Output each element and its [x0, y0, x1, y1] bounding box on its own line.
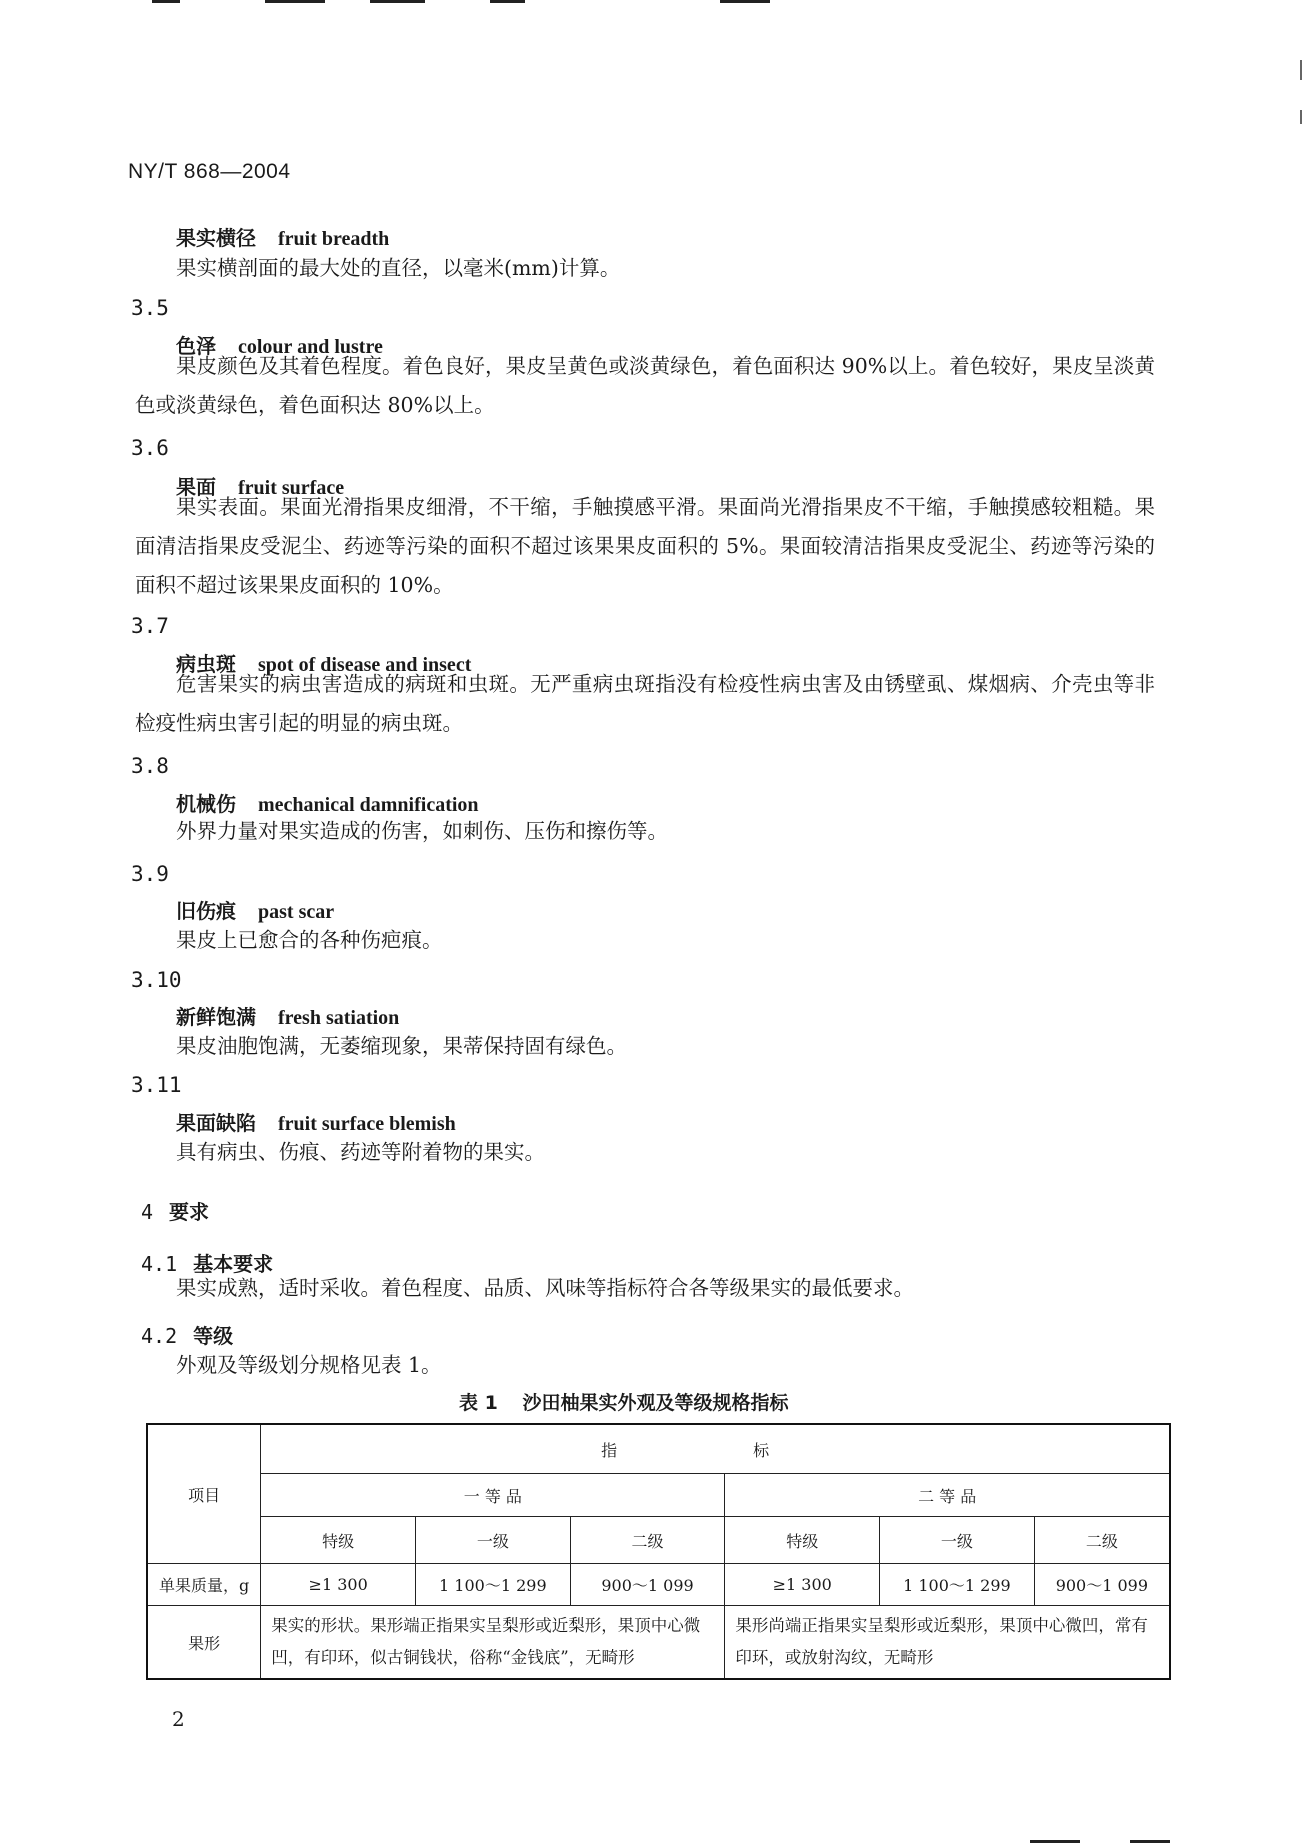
scan-mark	[1130, 1840, 1170, 1843]
term-zh: 新鲜饱满	[176, 1005, 256, 1029]
table-cell: 900～1 099	[570, 1564, 725, 1606]
term-zh: 果面缺陷	[176, 1111, 256, 1135]
term-zh: 病虫斑	[176, 652, 236, 676]
header-cell-sub: 二级	[1034, 1517, 1170, 1564]
scan-mark	[370, 0, 425, 3]
table-caption	[459, 1388, 788, 1415]
term-en: past scar	[258, 901, 335, 923]
term-definition: 果实横剖面的最大处的直径，以毫米(mm)计算。	[176, 256, 621, 280]
term-en: fruit surface blemish	[278, 1113, 456, 1135]
term-zh: 机械伤	[176, 792, 236, 816]
section-heading	[141, 1196, 209, 1225]
term-definition: 果皮颜色及其着色程度。着色良好，果皮呈黄色或淡黄绿色，着色面积达 90%以上。着色较好，果皮呈淡黄色或淡黄绿色，着色面积达 80%以上。	[135, 354, 1155, 417]
header-cell-second-grade: 二 等 品	[725, 1474, 1170, 1517]
section-title: 基本要求	[193, 1252, 274, 1276]
term-heading	[176, 1107, 456, 1136]
header-cell-sub: 特级	[725, 1517, 880, 1564]
section-number: 4	[141, 1200, 154, 1224]
header-cell-sub: 二级	[570, 1517, 725, 1564]
section-number: 3.5	[131, 296, 169, 320]
table-cell: 1 100～1 299	[880, 1564, 1035, 1606]
section-number: 3.11	[131, 1073, 182, 1097]
term-en: fresh satiation	[278, 1007, 400, 1029]
scan-mark	[720, 0, 770, 3]
term-en: colour and lustre	[238, 336, 383, 358]
table-row	[147, 1564, 1170, 1606]
term-definition: 果皮油胞饱满，无萎缩现象，果蒂保持固有绿色。	[176, 1034, 627, 1058]
term-definition: 危害果实的病虫害造成的病斑和虫斑。无严重病虫斑指没有检疫性病虫害及由锈壁虱、煤烟病、介壳虫等非检疫性病虫害引起的明显的病虫斑。	[135, 672, 1155, 735]
scan-mark	[490, 0, 525, 3]
term-zh: 果实横径	[176, 226, 256, 250]
table-cell: 果实的形状。果形端正指果实呈梨形或近梨形，果顶中心微凹，有印环，似古铜钱状，俗称“金钱底”，无畸形	[261, 1606, 725, 1680]
table-row	[147, 1517, 1170, 1564]
grade-spec-table	[146, 1423, 1171, 1680]
header-cell-sub: 一级	[415, 1517, 570, 1564]
table-cell: 1 100～1 299	[415, 1564, 570, 1606]
table-cell: ≥1 300	[261, 1564, 416, 1606]
scan-mark	[152, 0, 180, 3]
table-cell: 900～1 099	[1034, 1564, 1170, 1606]
scan-mark	[265, 0, 325, 3]
term-zh: 果面	[176, 475, 216, 499]
section-title: 等级	[193, 1324, 234, 1348]
term-en: fruit breadth	[278, 228, 390, 250]
scan-mark	[1030, 1840, 1080, 1843]
term-definition: 外界力量对果实造成的伤害，如刺伤、压伤和擦伤等。	[176, 819, 668, 843]
table-row	[147, 1424, 1170, 1474]
term-en: spot of disease and insect	[258, 654, 472, 676]
term-en: mechanical damnification	[258, 794, 479, 816]
term-heading	[176, 1001, 399, 1030]
paragraph: 外观及等级划分规格见表 1。	[176, 1353, 442, 1377]
term-definition: 果实表面。果面光滑指果皮细滑，不干缩，手触摸感平滑。果面尚光滑指果皮不干缩，手触摸感较粗糙。果面清洁指果皮受泥尘、药迹等污染的面积不超过该果果皮面积的 5%。果面较清洁指果皮受泥尘、药迹等污染的面积不超过该果果皮面积的 10%。	[135, 495, 1155, 597]
term-en: fruit surface	[238, 477, 345, 499]
section-number: 3.6	[131, 436, 169, 460]
table-caption-title: 沙田柚果实外观及等级规格指标	[522, 1392, 789, 1414]
paragraph: 果实成熟，适时采收。着色程度、品质、风味等指标符合各等级果实的最低要求。	[176, 1276, 914, 1300]
term-zh: 色泽	[176, 334, 216, 358]
table-caption-number: 表 1	[459, 1392, 498, 1414]
header-cell-sub: 一级	[880, 1517, 1035, 1564]
section-number: 3.8	[131, 754, 169, 778]
header-cell-item: 项目	[147, 1424, 261, 1564]
table-cell: 果形尚端正指果实呈梨形或近梨形，果顶中心微凹，常有印环，或放射沟纹，无畸形	[725, 1606, 1170, 1680]
header-cell-sub: 特级	[261, 1517, 416, 1564]
scan-mark	[1300, 60, 1302, 80]
term-definition: 具有病虫、伤痕、药迹等附着物的果实。	[176, 1140, 545, 1164]
section-number: 3.9	[131, 862, 169, 886]
table-cell: ≥1 300	[725, 1564, 880, 1606]
term-heading	[176, 895, 334, 924]
section-number: 3.7	[131, 614, 169, 638]
section-title: 要求	[169, 1200, 210, 1224]
header-cell-index: 指 标	[261, 1424, 1170, 1474]
scan-mark	[1300, 110, 1302, 124]
table-row	[147, 1474, 1170, 1517]
term-definition: 果皮上已愈合的各种伤疤痕。	[176, 928, 443, 952]
subsection-heading	[141, 1320, 233, 1349]
term-zh: 旧伤痕	[176, 899, 236, 923]
table-row	[147, 1606, 1170, 1680]
term-heading	[176, 222, 389, 251]
section-number: 4.1	[141, 1252, 178, 1276]
header-cell-first-grade: 一 等 品	[261, 1474, 725, 1517]
row-label: 单果质量，g	[147, 1564, 261, 1606]
page-number: 2	[172, 1707, 185, 1731]
section-number: 4.2	[141, 1324, 178, 1348]
section-number: 3.10	[131, 968, 182, 992]
standard-number: NY/T 868—2004	[128, 160, 291, 183]
row-label: 果形	[147, 1606, 261, 1680]
